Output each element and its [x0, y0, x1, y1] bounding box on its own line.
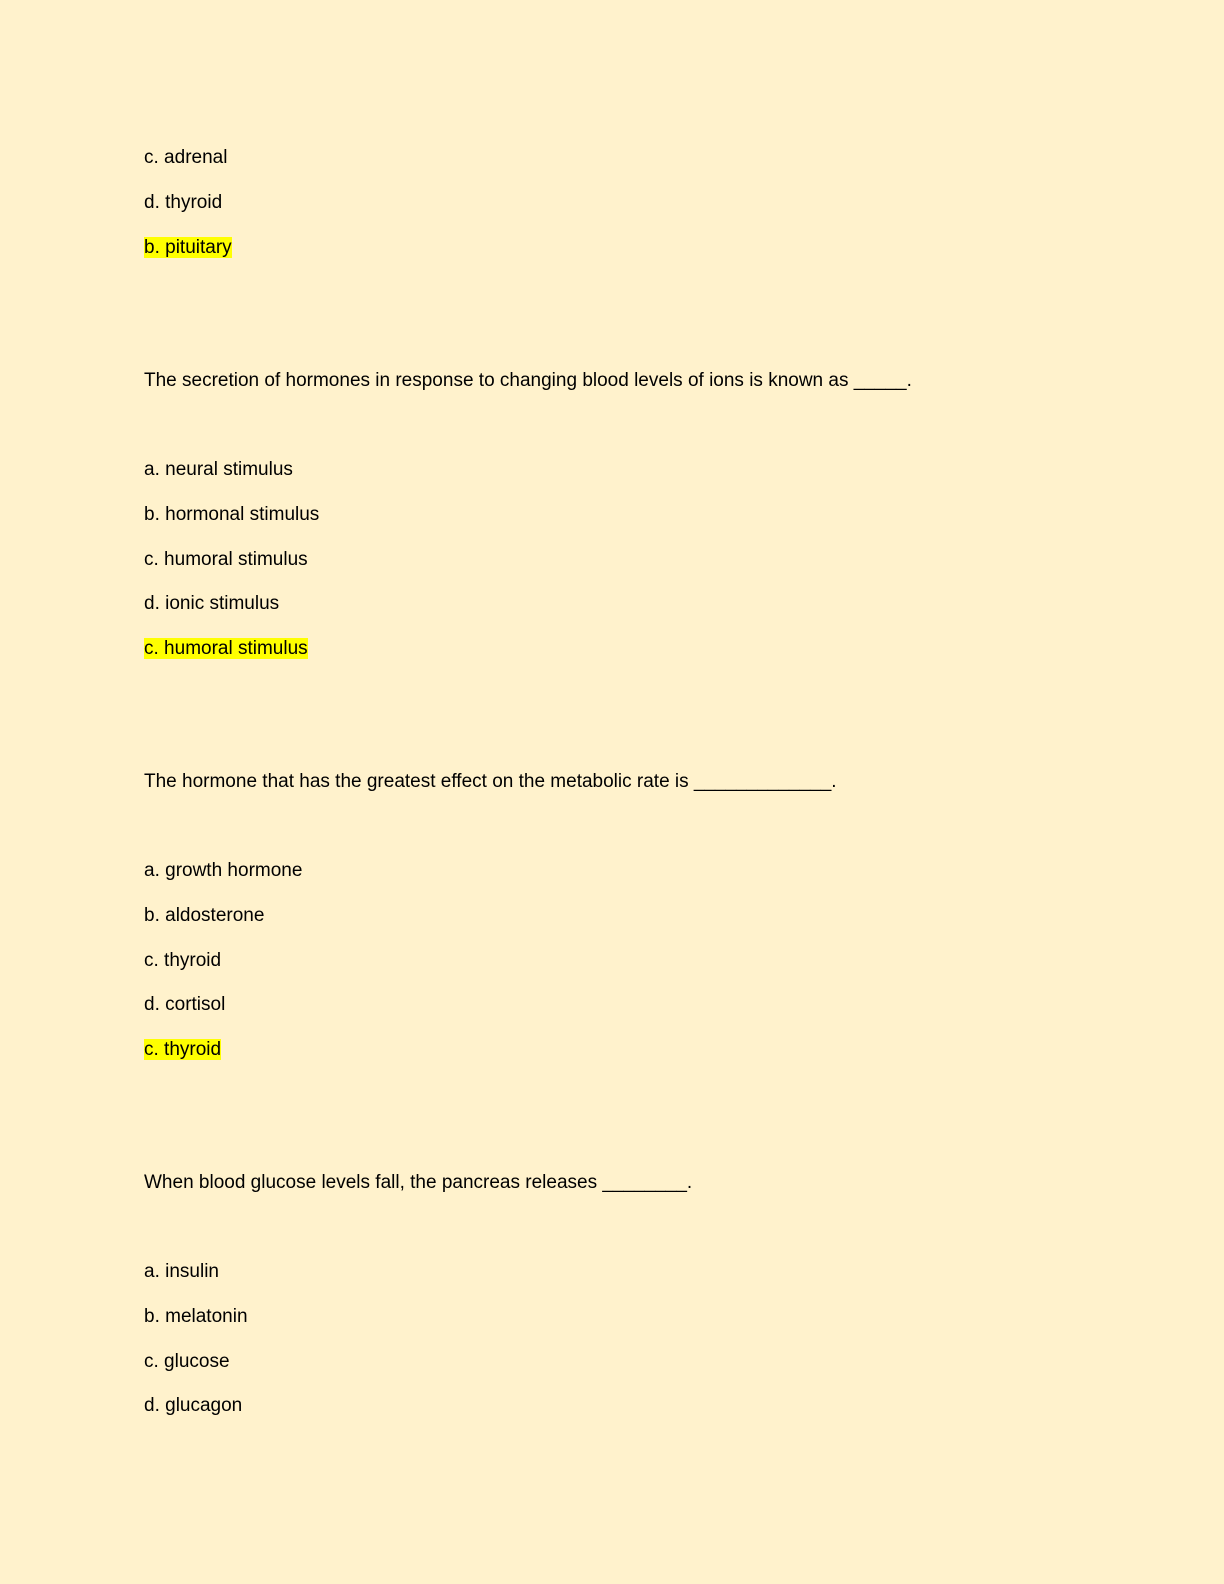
- option-d: d. cortisol: [144, 994, 226, 1015]
- option-a: a. insulin: [144, 1261, 219, 1282]
- option-c: c. thyroid: [144, 950, 222, 971]
- question-text: The secretion of hormones in response to changing blood levels of ions is known as _____.: [144, 370, 912, 391]
- option-c: c. adrenal: [144, 147, 228, 168]
- highlighted-answer: c. humoral stimulus: [144, 638, 308, 659]
- highlighted-answer: c. thyroid: [144, 1039, 222, 1060]
- highlighted-answer: b. pituitary: [144, 237, 232, 258]
- answer-line: [144, 235, 232, 261]
- option-b: b. hormonal stimulus: [144, 504, 320, 525]
- question-text: The hormone that has the greatest effect on the metabolic rate is _____________.: [144, 771, 837, 792]
- answer-line: [144, 1037, 221, 1063]
- option-a: a. growth hormone: [144, 860, 303, 881]
- option-b: b. melatonin: [144, 1306, 248, 1327]
- option-a: a. neural stimulus: [144, 459, 293, 480]
- answer-line: [144, 636, 308, 662]
- option-c: c. glucose: [144, 1351, 230, 1372]
- option-d: d. glucagon: [144, 1395, 243, 1416]
- option-c: c. humoral stimulus: [144, 549, 308, 570]
- question-text: When blood glucose levels fall, the pancreas releases ________.: [144, 1172, 693, 1193]
- option-b: b. aldosterone: [144, 905, 265, 926]
- option-d: d. ionic stimulus: [144, 593, 280, 614]
- option-d: d. thyroid: [144, 192, 223, 213]
